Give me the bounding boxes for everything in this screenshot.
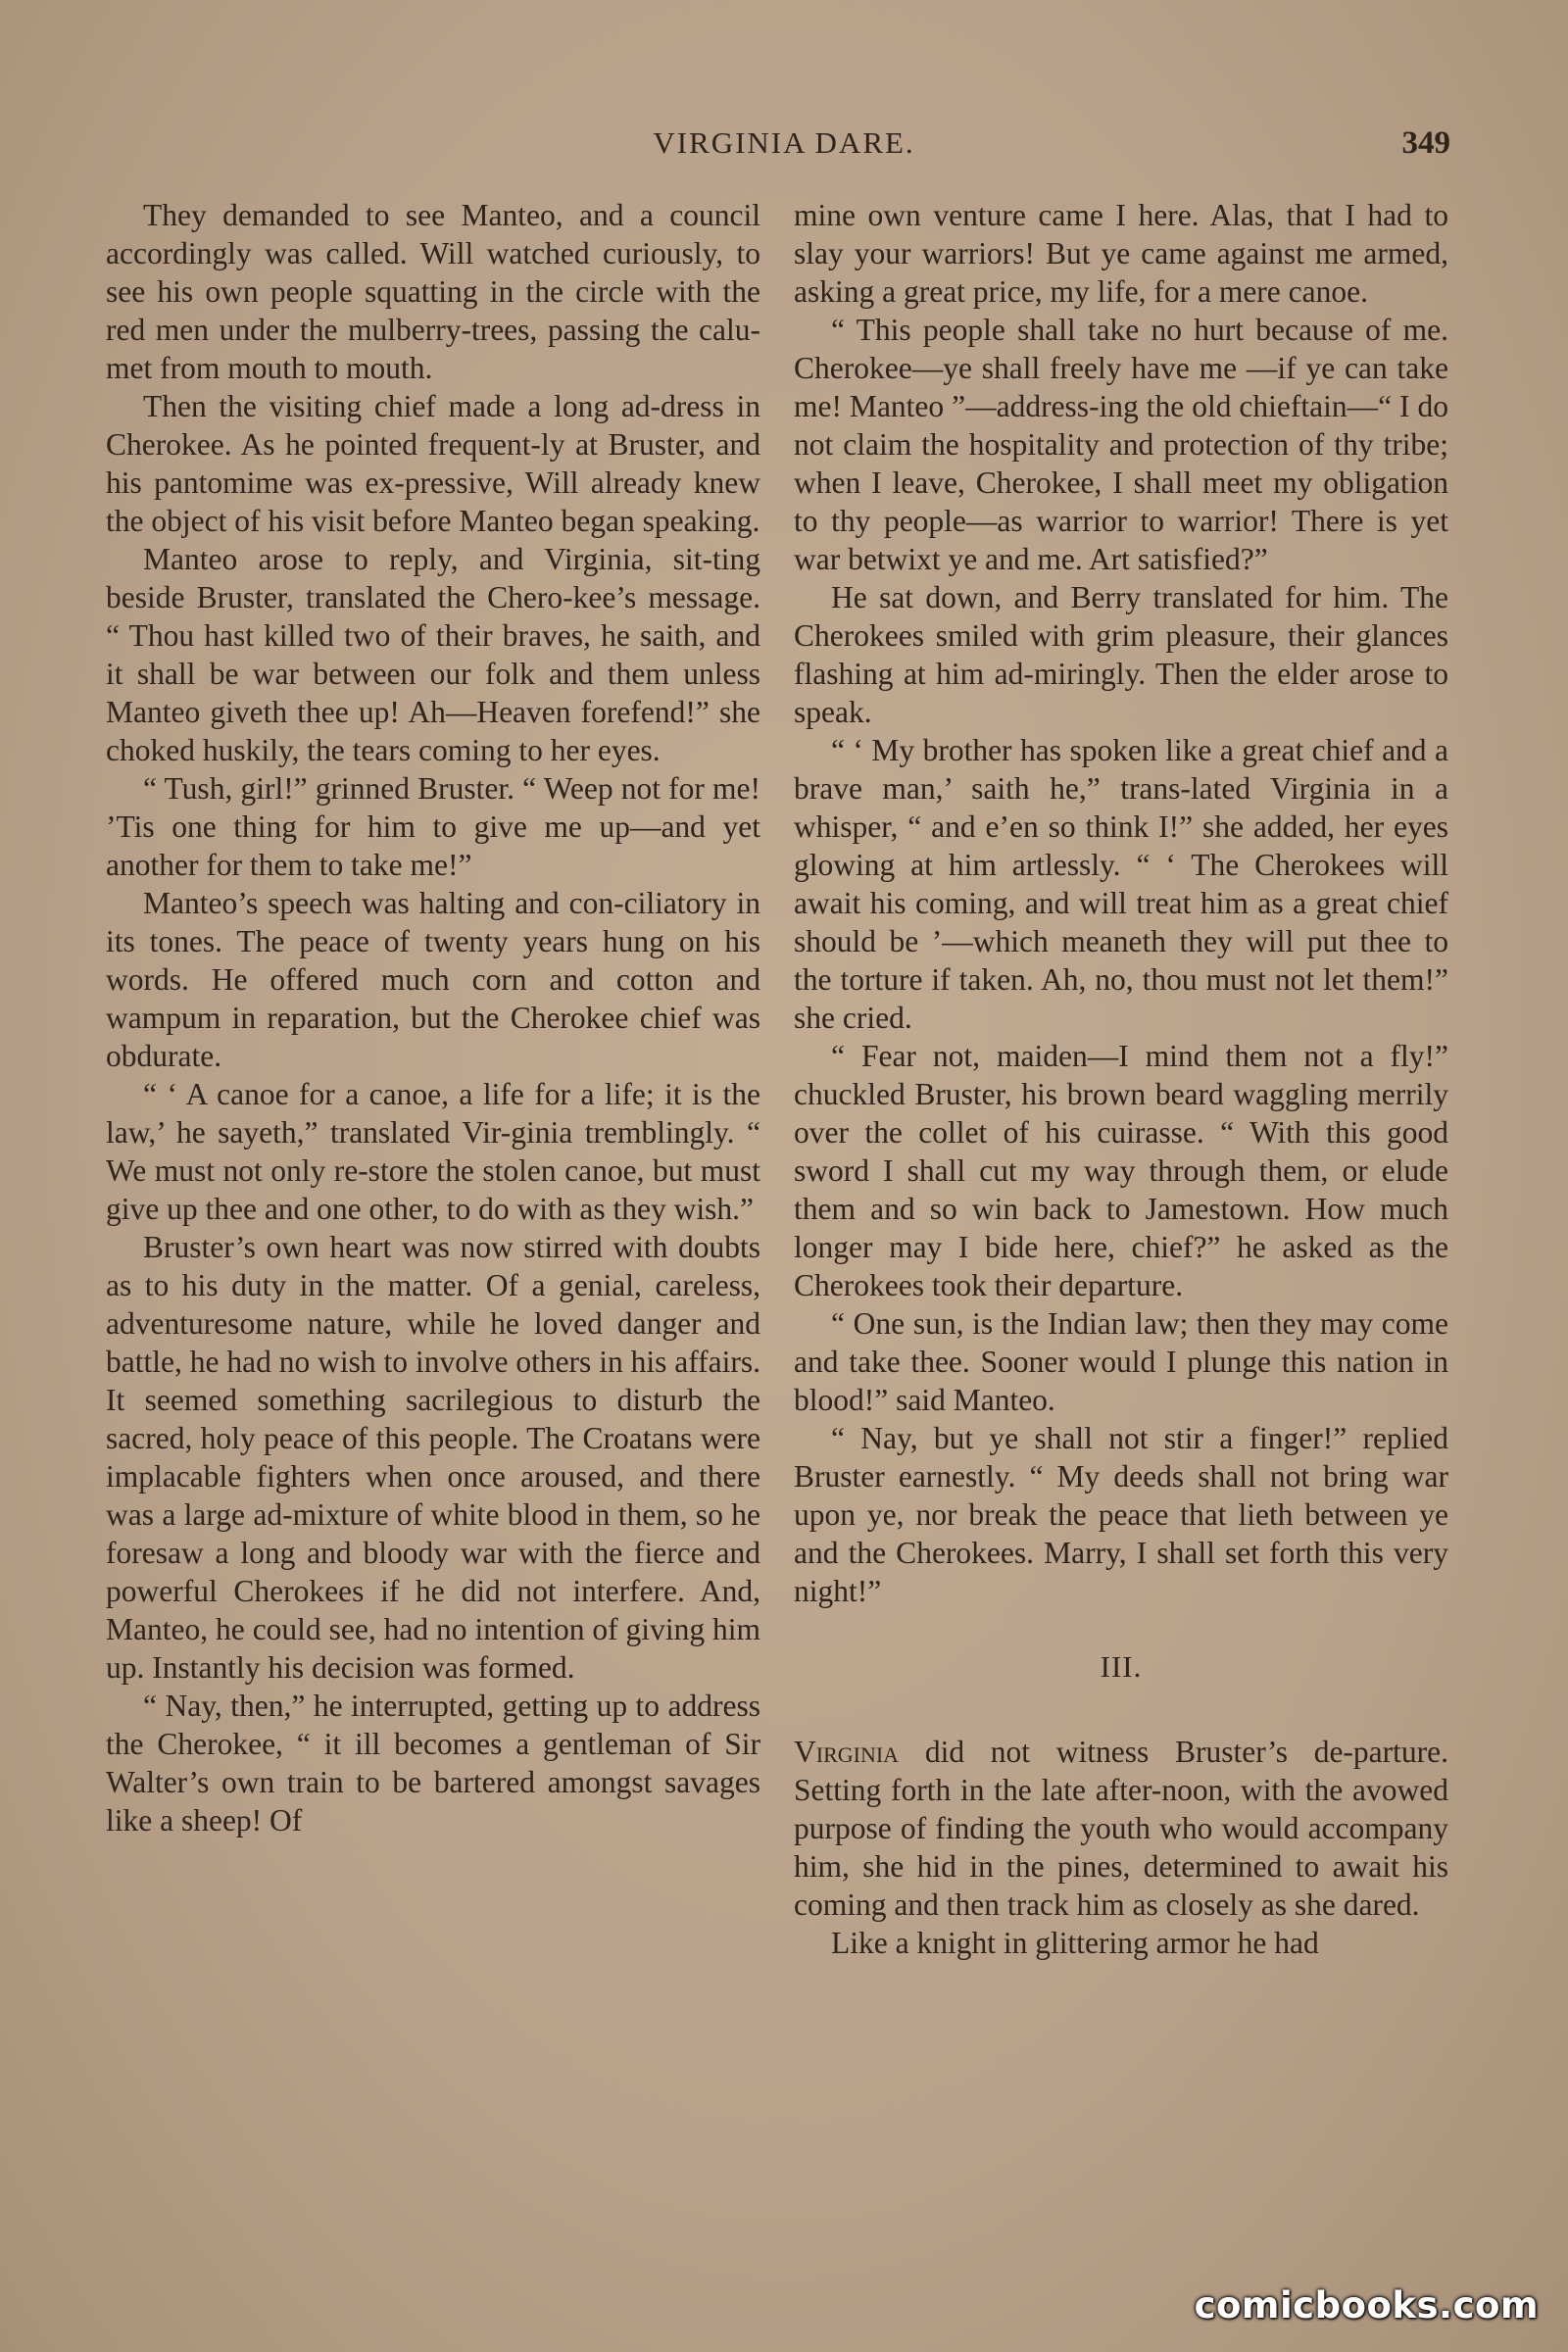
running-title: VIRGINIA DARE. (653, 125, 915, 160)
section-first-paragraph-text: did not witness Bruster’s de-parture. Setting forth in the late after-noon, with the avowed purpose of finding the youth who would accompany him, she hid in the pines, determined to await his coming and then track him as closely as she dared. (794, 1735, 1448, 1922)
paragraph: “ This people shall take no hurt because of me. Cherokee—ye shall freely have me —if ye can take me! Manteo ”—address-ing the old chieftain—“ I do not claim the hospitality and protection of thy tribe; when I leave, Cherokee, I shall meet my obligation to thy people—as warrior to warrior! There is yet war betwixt ye and me. Art satisfied?” (794, 313, 1448, 576)
paragraph: “ Fear not, maiden—I mind them not a fly!” chuckled Bruster, his brown beard waggling merrily over the collet of his cuirasse. “ With this good sword I shall cut my way through them, or elude them and so win back to Jamestown. How much longer may I bide here, chief?” he asked as the Cherokees took their departure. (794, 1039, 1448, 1302)
right-column (794, 196, 1448, 1962)
paragraph: “ ‘ A canoe for a canoe, a life for a life; it is the law,’ he sayeth,” translated Vir-ginia tremblingly. “ We must not only re-store the stolen canoe, but must give up thee and one other, to do with as they wish.” (106, 1077, 760, 1226)
paragraph: He sat down, and Berry translated for him. The Cherokees smiled with grim pleasure, their glances flashing at him ad-miringly. Then the elder arose to speak. (794, 580, 1448, 729)
paragraph: They demanded to see Manteo, and a council accordingly was called. Will watched curiously, to see his own people squatting in the circle with the red men under the mulberry-trees, passing the calu-met from mouth to mouth. (106, 198, 760, 385)
page-header (0, 125, 1568, 174)
section-heading: III. (1100, 1649, 1143, 1684)
page-number: 349 (1401, 125, 1450, 161)
paragraph: Like a knight in glittering armor he had (831, 1926, 1319, 1960)
paragraph: “ Nay, then,” he interrupted, getting up to address the Cherokee, “ it ill becomes a gentleman of Sir Walter’s own train to be bartered amongst savages like a sheep! Of (106, 1689, 760, 1838)
left-column (106, 196, 760, 1839)
paragraph: Manteo arose to reply, and Virginia, sit-ting beside Bruster, translated the Chero-kee’s message. “ Thou hast killed two of their braves, he saith, and it shall be war between our folk and them unless Manteo giveth thee up! Ah—Heaven forefend!” she choked huskily, the tears coming to her eyes. (106, 542, 760, 767)
paragraph: “ Nay, but ye shall not stir a finger!” replied Bruster earnestly. “ My deeds shall not bring war upon ye, nor break the peace that lieth between ye and the Cherokees. Marry, I shall set forth this very night!” (794, 1421, 1448, 1608)
paragraph: “ ‘ My brother has spoken like a great chief and a brave man,’ saith he,” trans-lated Virginia in a whisper, “ and e’en so think I!” she added, her eyes glowing at him artlessly. “ ‘ The Cherokees will await his coming, and will treat him as a great chief should be ’—which meaneth they will put thee to the torture if taken. Ah, no, thou must not let them!” she cried. (794, 733, 1448, 1035)
paragraph-continued: mine own venture came I here. Alas, that I had to slay your warriors! But ye came against me armed, asking a great price, my life, for a mere canoe. (794, 198, 1448, 309)
paragraph: “ Tush, girl!” grinned Bruster. “ Weep not for me! ’Tis one thing for him to give me up—and yet another for them to take me!” (106, 771, 760, 882)
paragraph: Then the visiting chief made a long ad-dress in Cherokee. As he pointed frequent-ly at Bruster, and his pantomime was ex-pressive, Will already knew the object of his visit before Manteo began speaking. (106, 389, 760, 538)
paragraph: “ One sun, is the Indian law; then they may come and take thee. Sooner would I plunge this nation in blood!” said Manteo. (794, 1306, 1448, 1417)
watermark: comicbooks.com (1194, 2284, 1539, 2327)
section-opening-word: Virginia (794, 1735, 900, 1769)
paragraph: Bruster’s own heart was now stirred with doubts as to his duty in the matter. Of a genial, careless, adventuresome nature, while he loved danger and battle, he had no wish to involve others in his affairs. It seemed something sacrilegious to disturb the sacred, holy peace of this people. The Croatans were implacable fighters when once aroused, and there was a large ad-mixture of white blood in them, so he foresaw a long and bloody war with the fierce and powerful Cherokees if he did not interfere. And, Manteo, he could see, had no intention of giving him up. Instantly his decision was formed. (106, 1230, 760, 1685)
section-first-paragraph (794, 1733, 1448, 1924)
paragraph: Manteo’s speech was halting and con-ciliatory in its tones. The peace of twenty years hung on his words. He offered much corn and cotton and wampum in reparation, but the Cherokee chief was obdurate. (106, 886, 760, 1073)
